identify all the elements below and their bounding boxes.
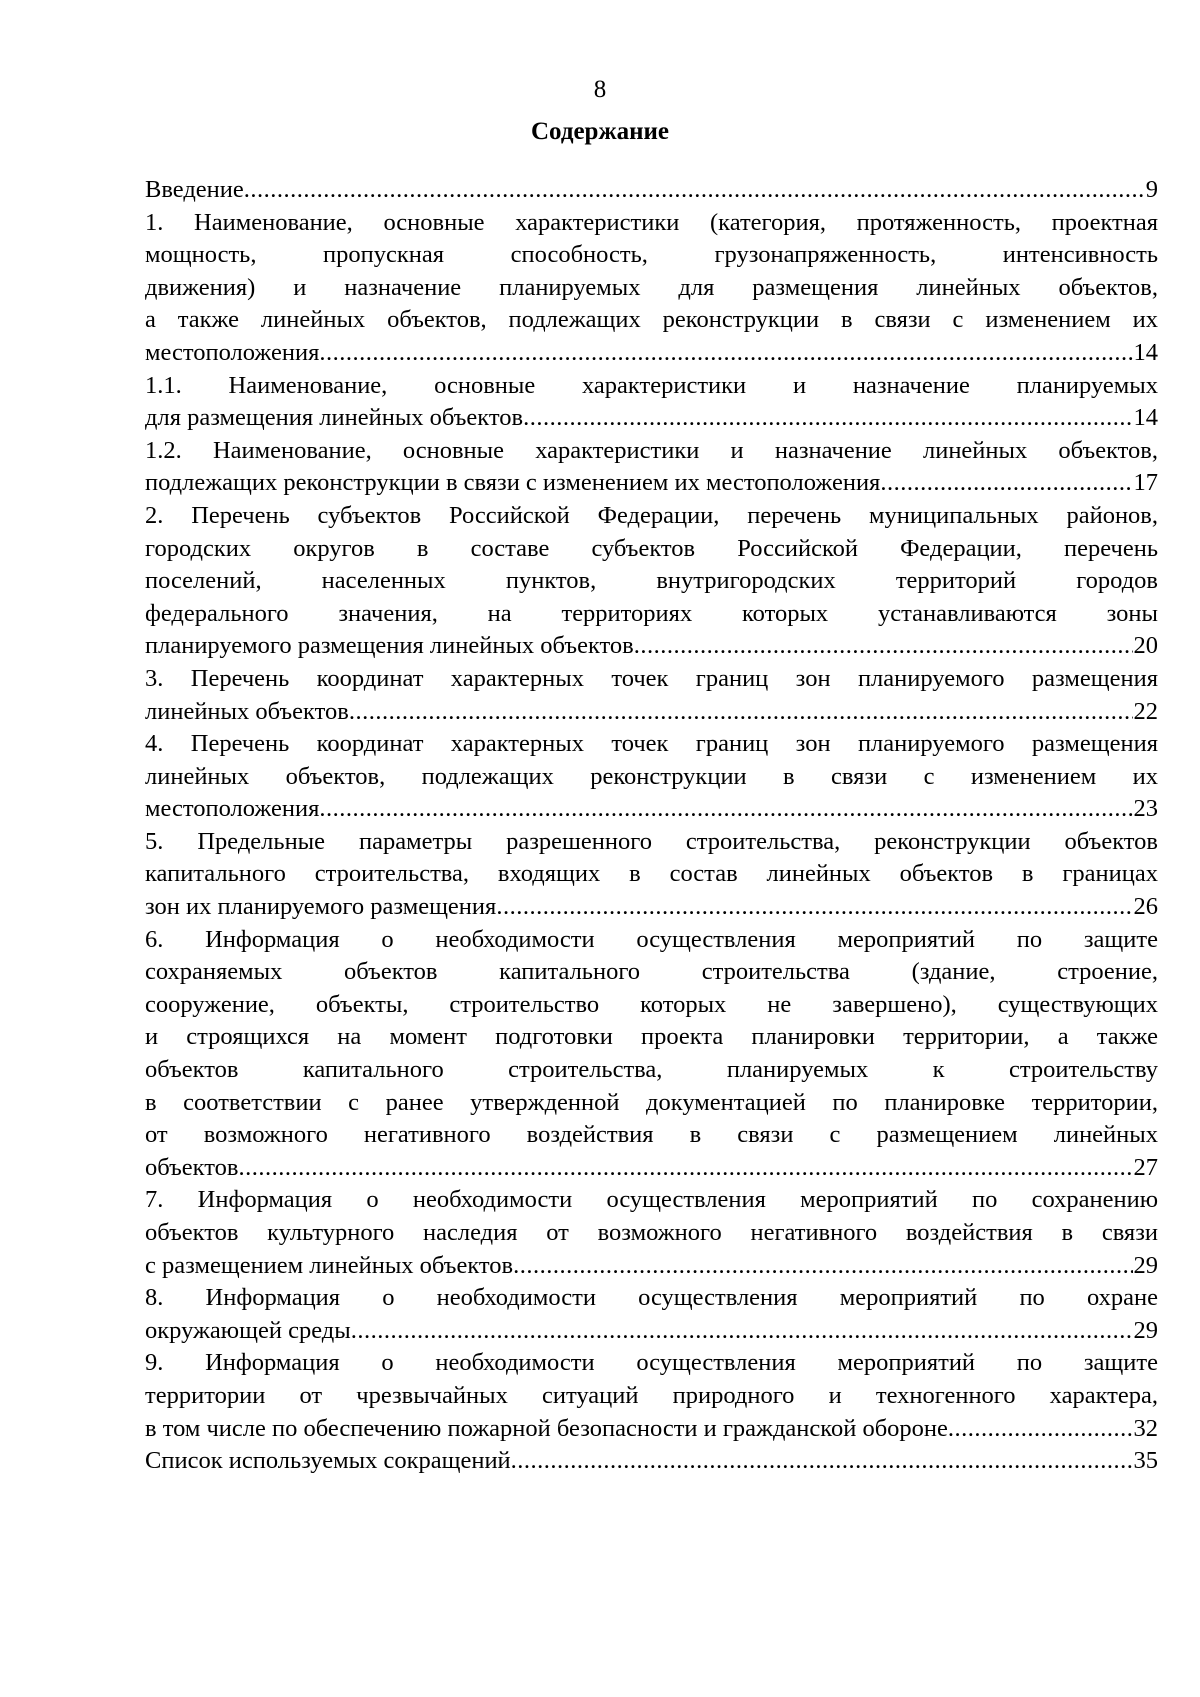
page-number: 8 (593, 76, 607, 103)
toc-entry-line: 9. Информация о необходимости осуществления мероприятий по защите (145, 1349, 1158, 1377)
toc-entry-line: объектов культурного наследия от возможного негативного воздействия в связи (145, 1219, 1158, 1246)
toc-page-number: 23 (1133, 795, 1158, 823)
toc-entry-last-line (145, 174, 1158, 207)
toc-page-number: 26 (1133, 893, 1158, 921)
dot-leader (513, 1250, 1132, 1283)
toc-entry[interactable] (145, 826, 1158, 924)
toc-entry-text: зон их планируемого размещения (145, 893, 497, 921)
toc-entry-last-line (145, 630, 1158, 663)
toc-entry-line: 5. Предельные параметры разрешенного строительства, реконструкции объектов (145, 827, 1158, 855)
toc-entry-text: планируемого размещения линейных объектов (145, 632, 634, 660)
toc-entry-line: поселений, населенных пунктов, внутригородских территорий городов (145, 567, 1158, 595)
toc-entry-text: Список используемых сокращений (145, 1447, 511, 1475)
table-of-contents (145, 174, 1158, 1478)
toc-entry-text: для размещения линейных объектов (145, 404, 524, 432)
toc-entry[interactable] (145, 435, 1158, 500)
toc-entry-line: линейных объектов, подлежащих реконструкции в связи с изменением их (145, 762, 1158, 790)
toc-entry[interactable] (145, 207, 1158, 370)
dot-leader (880, 467, 1132, 500)
toc-entry-last-line (145, 402, 1158, 435)
toc-entry-line: сооружение, объекты, строительство которых не завершено), существующих (145, 990, 1158, 1018)
toc-entry-last-line (145, 1445, 1158, 1478)
toc-entry-line: в соответствии с ранее утвержденной документацией по планировке территории, (145, 1088, 1158, 1116)
dot-leader (948, 1413, 1133, 1446)
toc-entry-last-line (145, 1250, 1158, 1283)
toc-entry[interactable] (145, 1445, 1158, 1478)
toc-page-number: 20 (1133, 632, 1158, 660)
toc-entry-text: местоположения (145, 338, 320, 366)
toc-entry[interactable] (145, 728, 1158, 826)
toc-entry-last-line (145, 1315, 1158, 1348)
toc-entry-line: 1. Наименование, основные характеристики (категория, протяженность, проектная (145, 208, 1158, 236)
dot-leader (349, 696, 1133, 729)
toc-entry[interactable] (145, 1347, 1158, 1445)
toc-entry-line: 6. Информация о необходимости осуществления мероприятий по защите (145, 925, 1158, 953)
toc-entry[interactable] (145, 924, 1158, 1185)
toc-page-number: 32 (1133, 1414, 1158, 1442)
toc-entry-text: Введение (145, 176, 244, 203)
dot-leader (244, 174, 1145, 207)
dot-leader (523, 402, 1132, 435)
toc-entry-line: движения) и назначение планируемых для размещения линейных объектов, (145, 273, 1158, 301)
toc-entry-last-line (145, 337, 1158, 370)
toc-entry-last-line (145, 467, 1158, 500)
toc-entry-line: 2. Перечень субъектов Российской Федерации, перечень муниципальных районов, (145, 501, 1158, 529)
toc-page-number: 9 (1145, 176, 1158, 203)
toc-entry-last-line (145, 1413, 1158, 1446)
toc-page-number: 22 (1133, 697, 1158, 725)
toc-entry[interactable] (145, 370, 1158, 435)
toc-entry-line: 1.2. Наименование, основные характеристики и назначение линейных объектов, (145, 436, 1158, 464)
toc-entry-last-line (145, 891, 1158, 924)
toc-entry[interactable] (145, 1282, 1158, 1347)
toc-entry-text: линейных объектов (145, 697, 349, 725)
dot-leader (634, 630, 1133, 663)
toc-entry-last-line (145, 1152, 1158, 1185)
toc-entry-line: объектов капитального строительства, планируемых к строительству (145, 1056, 1158, 1084)
toc-entry-line: капитального строительства, входящих в состав линейных объектов в границах (145, 860, 1158, 888)
toc-entry-line: и строящихся на момент подготовки проекта планировки территории, а также (145, 1023, 1158, 1051)
toc-title: Содержание (530, 118, 669, 145)
toc-entry-text: с размещением линейных объектов (145, 1251, 514, 1279)
toc-entry[interactable] (145, 663, 1158, 728)
toc-page-number: 17 (1133, 469, 1158, 497)
toc-page-number: 14 (1133, 404, 1158, 432)
dot-leader (319, 337, 1132, 370)
toc-entry-line: 1.1. Наименование, основные характеристики и назначение планируемых (145, 371, 1158, 399)
toc-entry-text: подлежащих реконструкции в связи с изменением их местоположения (145, 469, 881, 497)
toc-entry-line: 8. Информация о необходимости осуществления мероприятий по охране (145, 1284, 1158, 1312)
toc-entry-text: окружающей среды (145, 1316, 351, 1344)
toc-entry-text: местоположения (145, 795, 320, 823)
toc-entry[interactable] (145, 174, 1158, 207)
dot-leader (238, 1152, 1132, 1185)
toc-entry-last-line (145, 793, 1158, 826)
toc-entry-text: в том числе по обеспечению пожарной безопасности и гражданской обороне (145, 1414, 948, 1442)
toc-entry-line: территории от чрезвычайных ситуаций природного и техногенного характера, (145, 1381, 1158, 1409)
dot-leader (319, 793, 1132, 826)
toc-entry-line: 4. Перечень координат характерных точек границ зон планируемого размещения (145, 730, 1158, 758)
toc-entry[interactable] (145, 1184, 1158, 1282)
toc-page-number: 29 (1133, 1316, 1158, 1344)
toc-page-number: 14 (1133, 338, 1158, 366)
toc-page-number: 27 (1133, 1153, 1158, 1181)
toc-entry-line: от возможного негативного воздействия в связи с размещением линейных (145, 1121, 1158, 1149)
toc-page-number: 29 (1133, 1251, 1158, 1279)
dot-leader (351, 1315, 1133, 1348)
toc-entry[interactable] (145, 500, 1158, 663)
dot-leader (511, 1445, 1133, 1478)
toc-entry-last-line (145, 696, 1158, 729)
toc-entry-line: 3. Перечень координат характерных точек границ зон планируемого размещения (145, 664, 1158, 692)
toc-entry-line: мощность, пропускная способность, грузонапряженность, интенсивность (145, 241, 1158, 269)
toc-entry-line: 7. Информация о необходимости осуществления мероприятий по сохранению (145, 1186, 1158, 1214)
toc-entry-line: федерального значения, на территориях которых устанавливаются зоны (145, 599, 1158, 627)
toc-page-number: 35 (1133, 1447, 1158, 1475)
toc-entry-line: а также линейных объектов, подлежащих реконструкции в связи с изменением их (145, 306, 1158, 334)
toc-entry-line: городских округов в составе субъектов Российской Федерации, перечень (145, 534, 1158, 562)
toc-entry-line: сохраняемых объектов капитального строительства (здание, строение, (145, 958, 1158, 986)
dot-leader (496, 891, 1132, 924)
toc-entry-text: объектов (145, 1153, 239, 1181)
